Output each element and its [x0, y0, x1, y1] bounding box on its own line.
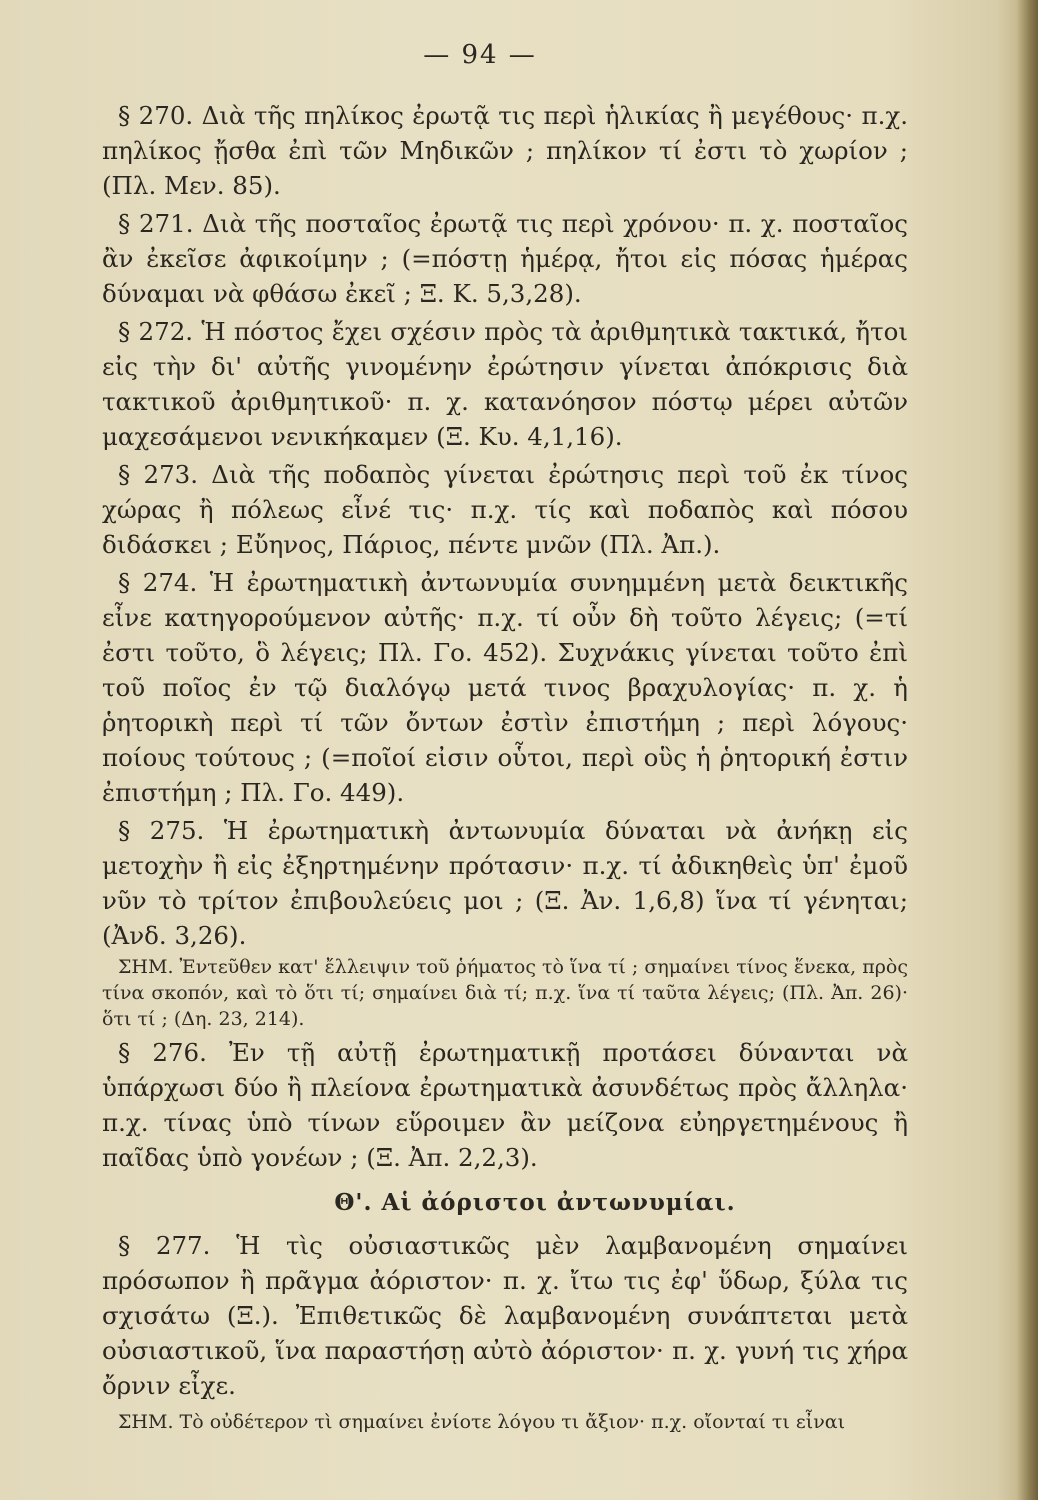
note-277: ΣΗΜ. Τὸ οὐδέτερον τὶ σημαίνει ἐνίοτε λόγου τι ἄξιον· π.χ. οἴονταί τι εἶναι — [118, 1411, 846, 1433]
paragraph-276: § 276. Ἐν τῇ αὐτῇ ἐρωτηματικῇ προτάσει δύνανται νὰ ὑπάρχωσι δύο ἢ πλείονα ἐρωτηματικὰ ἀσυνδέτως πρὸς ἄλληλα· π.χ. τίνας ὑπὸ τίνων εὕροιμεν ἂν μείζονα εὐηργετημένους ἢ παῖδας ὑπὸ γονέων ; (Ξ. Ἀπ. 2,2,3). — [102, 1038, 908, 1172]
page-body — [102, 98, 908, 1438]
paragraph-271: § 271. Διὰ τῆς ποσταῖος ἐρωτᾷ τις περὶ χρόνου· π. χ. ποσταῖος ἂν ἐκεῖσε ἀφικοίμην ; (=πόστῃ ἡμέρᾳ, ἤτοι εἰς πόσας ἡμέρας δύναμαι νὰ φθάσω ἐκεῖ ; Ξ. Κ. 5,3,28). — [102, 209, 908, 308]
paragraph-277: § 277. Ἡ τὶς οὐσιαστικῶς μὲν λαμβανομένη σημαίνει πρόσωπον ἢ πρᾶγμα ἀόριστον· π. χ. ἴτω τις ἐφ' ὕδωρ, ξύλα τις σχισάτω (Ξ.). Ἐπιθετικῶς δὲ λαμβανομένη συνάπτεται μετὰ οὐσιαστικοῦ, ἵνα παραστήσῃ αὐτὸ ἀόριστον· π. χ. γυνή τις χήρα ὄρνιν εἶχε. — [102, 1231, 908, 1400]
note-275: ΣΗΜ. Ἐντεῦθεν κατ' ἔλλειψιν τοῦ ῥήματος τὸ ἵνα τί ; σημαίνει τίνος ἕνεκα, πρὸς τίνα σκοπόν, καὶ τὸ ὅτι τί; σημαίνει διὰ τί; π.χ. ἵνα τί ταῦτα λέγεις; (Πλ. Ἀπ. 26)· ὅτι τί ; (Δη. 23, 214). — [102, 956, 908, 1030]
section-heading: Θ'. Αἱ ἀόριστοι ἀντωνυμίαι. — [334, 1189, 736, 1216]
page-number: — 94 — — [423, 40, 537, 70]
paragraph-272: § 272. Ἡ πόστος ἔχει σχέσιν πρὸς τὰ ἀριθμητικὰ τακτικά, ἤτοι εἰς τὴν δι' αὐτῆς γινομένην ἐρώτησιν γίνεται ἀπόκρισις διὰ τακτικοῦ ἀριθμητικοῦ· π. χ. κατανόησον πόστῳ μέρει αὐτῶν μαχεσάμενοι νενικήκαμεν (Ξ. Κυ. 4,1,16). — [102, 317, 908, 451]
paragraph-270: § 270. Διὰ τῆς πηλίκος ἐρωτᾷ τις περὶ ἡλικίας ἢ μεγέθους· π.χ. πηλίκος ᾔσθα ἐπὶ τῶν Μηδικῶν ; πηλίκον τί ἐστι τὸ χωρίον ; (Πλ. Μεν. 85). — [102, 101, 908, 200]
page-edge-shadow — [1016, 0, 1038, 1500]
paragraph-273: § 273. Διὰ τῆς ποδαπὸς γίνεται ἐρώτησις περὶ τοῦ ἐκ τίνος χώρας ἢ πόλεως εἶνέ τις· π.χ. τίς καὶ ποδαπὸς καὶ πόσου διδάσκει ; Εὔηνος, Πάριος, πέντε μνῶν (Πλ. Ἀπ.). — [102, 460, 908, 559]
paragraph-275: § 275. Ἡ ἐρωτηματικὴ ἀντωνυμία δύναται νὰ ἀνήκῃ εἰς μετοχὴν ἢ εἰς ἐξηρτημένην πρότασιν· π.χ. τί ἀδικηθεὶς ὑπ' ἐμοῦ νῦν τὸ τρίτον ἐπιβουλεύεις μοι ; (Ξ. Ἀν. 1,6,8) ἵνα τί γένηται; (Ἀνδ. 3,26). — [102, 816, 908, 950]
paragraph-274: § 274. Ἡ ἐρωτηματικὴ ἀντωνυμία συνημμένη μετὰ δεικτικῆς εἶνε κατηγορούμενον αὐτῆς· π.χ. τί οὖν δὴ τοῦτο λέγεις; (=τί ἐστι τοῦτο, ὃ λέγεις; Πλ. Γο. 452). Συχνάκις γίνεται τοῦτο ἐπὶ τοῦ ποῖος ἐν τῷ διαλόγῳ μετά τινος βραχυλογίας· π. χ. ἡ ῥητορικὴ περὶ τί τῶν ὄντων ἐστὶν ἐπιστήμη ; περὶ λόγους· ποίους τούτους ; (=ποῖοί εἰσιν οὗτοι, περὶ οὓς ἡ ῥητορική ἐστιν ἐπιστήμη ; Πλ. Γο. 449). — [102, 568, 908, 807]
